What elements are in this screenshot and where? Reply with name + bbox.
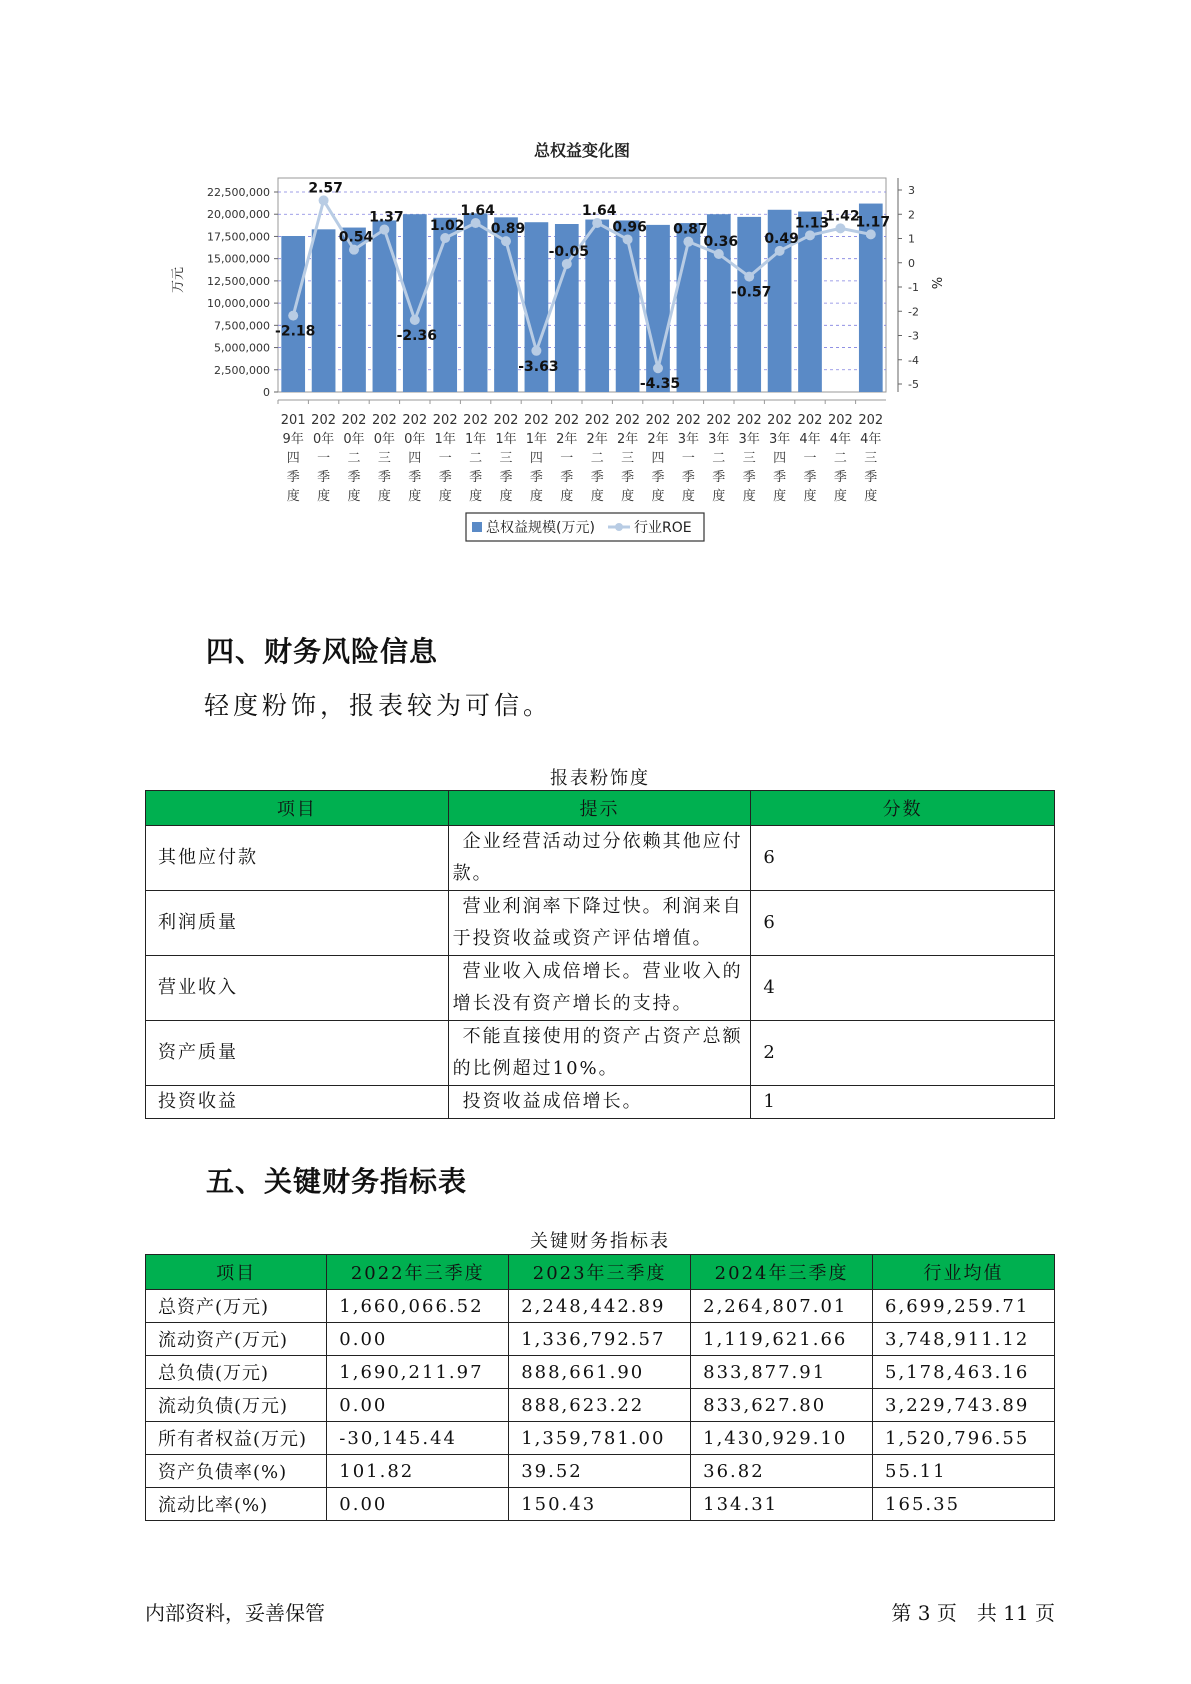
- x-tick-label: 季: [286, 470, 300, 485]
- roe-point: [744, 272, 754, 282]
- table-row: [146, 1422, 1055, 1455]
- x-tick-label: 季: [347, 470, 361, 485]
- kpi-value: 1,660,066.52: [327, 1290, 509, 1323]
- x-tick-label: 三: [499, 451, 513, 466]
- kpi-value: -30,145.44: [327, 1422, 509, 1455]
- risk-score: 6: [751, 826, 1055, 891]
- x-tick-label: 202: [767, 413, 793, 428]
- kpi-item: 资产负债率(%): [146, 1455, 327, 1488]
- x-tick-label: 202: [736, 413, 762, 428]
- kpi-value: 6,699,259.71: [873, 1290, 1055, 1323]
- left-tick-label: 22,500,000: [207, 186, 270, 199]
- table-row: [146, 1488, 1055, 1521]
- risk-header-item: 项目: [146, 791, 449, 826]
- x-tick-label: 度: [712, 489, 726, 504]
- x-tick-label: 202: [523, 413, 549, 428]
- kpi-item: 所有者权益(万元): [146, 1422, 327, 1455]
- x-tick-label: 1年: [495, 432, 517, 447]
- left-tick-label: 5,000,000: [214, 341, 270, 355]
- x-tick-label: 202: [706, 413, 732, 428]
- kpi-value: 2,264,807.01: [691, 1290, 873, 1323]
- roe-point: [349, 245, 359, 255]
- bar: [677, 223, 701, 392]
- kpi-value: 55.11: [873, 1455, 1055, 1488]
- x-tick-label: 三: [377, 451, 391, 466]
- roe-data-label: 1.42: [825, 208, 860, 225]
- x-tick-label: 4年: [860, 432, 882, 447]
- x-tick-label: 202: [827, 413, 853, 428]
- x-tick-label: 度: [742, 489, 756, 504]
- x-tick-label: 202: [554, 413, 580, 428]
- x-tick-label: 4年: [829, 432, 852, 447]
- x-tick-label: 季: [864, 470, 878, 485]
- kpi-table: [145, 1254, 1055, 1521]
- x-tick-label: 季: [529, 470, 543, 485]
- kpi-value: 150.43: [509, 1488, 691, 1521]
- x-tick-label: 202: [858, 413, 884, 428]
- roe-data-label: 0.49: [764, 230, 799, 247]
- equity-chart-svg: [170, 140, 1030, 600]
- kpi-value: 1,430,929.10: [691, 1422, 873, 1455]
- left-tick-label: 20,000,000: [207, 208, 270, 222]
- x-tick-label: 202: [615, 413, 641, 428]
- kpi-value: 888,623.22: [509, 1389, 691, 1422]
- roe-data-label: 1.64: [460, 202, 495, 219]
- kpi-value: 1,520,796.55: [873, 1422, 1055, 1455]
- kpi-value: 165.35: [873, 1488, 1055, 1521]
- kpi-value: 1,119,621.66: [691, 1323, 873, 1356]
- left-tick-label: 0: [263, 386, 270, 399]
- x-tick-label: 季: [742, 470, 756, 485]
- risk-item: 投资收益: [146, 1086, 449, 1119]
- x-tick-label: 9年: [282, 432, 304, 447]
- risk-table-caption: 报表粉饰度: [550, 768, 650, 789]
- bar: [403, 214, 427, 392]
- kpi-value: 36.82: [691, 1455, 873, 1488]
- kpi-value: 3,748,911.12: [873, 1323, 1055, 1356]
- roe-point: [440, 233, 450, 243]
- risk-header-tip: 提示: [448, 791, 751, 826]
- left-tick-label: 12,500,000: [207, 274, 270, 288]
- right-tick-label: -1: [908, 281, 919, 294]
- left-axis-label: 万元: [171, 266, 186, 294]
- x-tick-label: 1年: [525, 432, 548, 447]
- kpi-value: 3,229,743.89: [873, 1389, 1055, 1422]
- roe-data-label: 1.64: [581, 202, 617, 219]
- roe-point: [531, 346, 541, 356]
- table-row: [146, 1323, 1055, 1356]
- x-tick-label: 季: [712, 470, 726, 485]
- roe-point: [714, 249, 724, 259]
- legend-label-line: 行业ROE: [634, 520, 692, 536]
- kpi-value: 833,627.80: [691, 1389, 873, 1422]
- x-tick-label: 二: [833, 451, 847, 466]
- x-tick-label: 季: [803, 470, 817, 485]
- section-5-heading: 五、关键财务指标表: [206, 1165, 468, 1198]
- x-tick-label: 二: [590, 451, 604, 466]
- right-axis-label: %: [928, 276, 943, 290]
- bar: [433, 218, 457, 392]
- x-tick-label: 一: [317, 451, 331, 466]
- x-tick-label: 四: [408, 451, 422, 466]
- table-row: [146, 891, 1055, 956]
- left-tick-label: 15,000,000: [207, 252, 270, 266]
- x-tick-label: 三: [864, 451, 878, 466]
- roe-point: [562, 259, 572, 269]
- roe-data-label: 2.57: [308, 180, 343, 197]
- kpi-header-item: 项目: [146, 1255, 327, 1290]
- x-tick-label: 度: [590, 489, 604, 504]
- x-tick-label: 3年: [738, 432, 760, 447]
- right-tick-label: 3: [908, 184, 915, 197]
- x-tick-label: 3年: [677, 432, 700, 447]
- chart-title: 总权益变化图: [533, 141, 631, 160]
- kpi-value: 833,877.91: [691, 1356, 873, 1389]
- x-tick-label: 度: [408, 489, 422, 504]
- roe-point: [471, 218, 481, 228]
- table-row: [146, 1021, 1055, 1086]
- section-4-heading: 四、财务风险信息: [206, 635, 439, 668]
- kpi-header-2023q3: 2023年三季度: [509, 1255, 691, 1290]
- risk-item: 资产质量: [146, 1021, 449, 1086]
- roe-data-label: 1.17: [855, 214, 891, 231]
- roe-point: [805, 230, 815, 240]
- right-tick-label: -4: [908, 353, 919, 367]
- x-tick-label: 度: [560, 489, 574, 504]
- x-tick-label: 季: [833, 470, 847, 485]
- risk-item: 营业收入: [146, 956, 449, 1021]
- risk-tip: 营业收入成倍增长。营业收入的增长没有资产增长的支持。: [448, 956, 751, 1021]
- x-tick-label: 三: [621, 451, 635, 466]
- x-tick-label: 度: [529, 489, 543, 504]
- right-tick-label: 2: [908, 208, 915, 222]
- table-row: [146, 956, 1055, 1021]
- x-tick-label: 季: [469, 470, 483, 485]
- x-tick-label: 季: [377, 470, 391, 485]
- legend-swatch-bar: [472, 522, 482, 532]
- roe-data-label: 0.89: [490, 221, 526, 238]
- risk-table: [145, 790, 1055, 1119]
- x-tick-label: 季: [621, 470, 635, 485]
- left-tick-label: 10,000,000: [207, 297, 270, 311]
- x-tick-label: 四: [286, 451, 300, 466]
- risk-tip: 不能直接使用的资产占资产总额的比例超过10%。: [448, 1021, 751, 1086]
- left-tick-label: 7,500,000: [214, 319, 270, 333]
- x-tick-label: 度: [803, 489, 817, 504]
- x-tick-label: 202: [584, 413, 610, 428]
- roe-point: [683, 237, 693, 247]
- kpi-value: 0.00: [327, 1389, 509, 1422]
- equity-chart: [170, 140, 1030, 600]
- kpi-value: 101.82: [327, 1455, 509, 1488]
- kpi-header-industry-avg: 行业均值: [873, 1255, 1055, 1290]
- x-tick-label: 0年: [373, 432, 396, 447]
- roe-data-label: -0.57: [731, 284, 772, 301]
- x-tick-label: 202: [645, 413, 671, 428]
- kpi-item: 总资产(万元): [146, 1290, 327, 1323]
- risk-score: 6: [751, 891, 1055, 956]
- kpi-item: 总负债(万元): [146, 1356, 327, 1389]
- x-tick-label: 201: [280, 413, 306, 428]
- kpi-value: 888,661.90: [509, 1356, 691, 1389]
- x-tick-label: 202: [675, 413, 701, 428]
- x-tick-label: 2年: [556, 432, 578, 447]
- x-tick-label: 一: [803, 451, 817, 466]
- kpi-value: 2,248,442.89: [509, 1290, 691, 1323]
- footer-confidential: 内部资料，妥善保管: [145, 1601, 325, 1625]
- x-tick-label: 3年: [768, 432, 791, 447]
- bar: [737, 217, 761, 392]
- x-tick-label: 一: [681, 451, 695, 466]
- x-tick-label: 度: [681, 489, 695, 504]
- x-tick-label: 一: [560, 451, 574, 466]
- risk-item: 其他应付款: [146, 826, 449, 891]
- x-tick-label: 202: [371, 413, 397, 428]
- right-tick-label: -3: [908, 329, 919, 343]
- kpi-item: 流动比率(%): [146, 1488, 327, 1521]
- x-tick-label: 四: [651, 451, 665, 466]
- kpi-item: 流动负债(万元): [146, 1389, 327, 1422]
- bar: [373, 220, 397, 392]
- table-row: [146, 826, 1055, 891]
- x-tick-label: 度: [317, 489, 331, 504]
- risk-header-score: 分数: [751, 791, 1055, 826]
- right-tick-label: -5: [908, 378, 919, 391]
- roe-data-label: 0.36: [703, 234, 739, 251]
- roe-data-label: -2.36: [396, 327, 437, 344]
- x-tick-label: 2年: [616, 432, 639, 447]
- roe-data-label: -0.05: [548, 243, 589, 260]
- roe-point: [501, 236, 511, 246]
- x-tick-label: 季: [499, 470, 513, 485]
- kpi-value: 5,178,463.16: [873, 1356, 1055, 1389]
- x-tick-label: 0年: [404, 432, 426, 447]
- x-tick-label: 季: [651, 470, 665, 485]
- x-tick-label: 度: [499, 489, 513, 504]
- x-tick-label: 季: [681, 470, 695, 485]
- x-tick-label: 1年: [464, 432, 487, 447]
- x-tick-label: 度: [864, 489, 878, 504]
- right-tick-label: -2: [908, 305, 919, 319]
- right-tick-label: 0: [908, 256, 915, 270]
- x-tick-label: 202: [463, 413, 489, 428]
- risk-score: 4: [751, 956, 1055, 1021]
- bar: [616, 220, 640, 392]
- x-tick-label: 202: [493, 413, 519, 428]
- x-tick-label: 度: [651, 489, 665, 504]
- table-row: [146, 1356, 1055, 1389]
- x-tick-label: 0年: [312, 432, 335, 447]
- x-tick-label: 202: [797, 413, 823, 428]
- x-tick-label: 2年: [586, 432, 608, 447]
- x-tick-label: 二: [347, 451, 361, 466]
- risk-summary-text: 轻度粉饰，报表较为可信。: [204, 691, 553, 720]
- x-tick-label: 季: [317, 470, 331, 485]
- x-tick-label: 2年: [647, 432, 669, 447]
- roe-point: [319, 195, 329, 205]
- x-tick-label: 三: [742, 451, 756, 466]
- roe-data-label: 1.02: [429, 218, 465, 235]
- x-tick-label: 202: [311, 413, 337, 428]
- table-row: [146, 1455, 1055, 1488]
- x-tick-label: 度: [621, 489, 635, 504]
- risk-tip: 企业经营活动过分依赖其他应付款。: [448, 826, 751, 891]
- roe-point: [835, 223, 845, 233]
- x-tick-label: 度: [438, 489, 452, 504]
- kpi-table-header: [146, 1255, 1055, 1290]
- table-row: [146, 1290, 1055, 1323]
- x-tick-label: 202: [341, 413, 367, 428]
- x-tick-label: 四: [529, 451, 543, 466]
- kpi-table-caption: 关键财务指标表: [530, 1231, 670, 1252]
- legend-label-bar: 总权益规模(万元): [486, 520, 595, 536]
- x-tick-label: 0年: [343, 432, 365, 447]
- roe-point: [379, 225, 389, 235]
- x-tick-label: 度: [377, 489, 391, 504]
- roe-data-label: -3.63: [518, 358, 559, 375]
- risk-tip: 营业利润率下降过快。利润来自于投资收益或资产评估增值。: [448, 891, 751, 956]
- roe-data-label: 0.87: [673, 221, 708, 238]
- risk-tip: 投资收益成倍增长。: [448, 1086, 751, 1119]
- roe-point: [866, 229, 876, 239]
- x-tick-label: 度: [286, 489, 300, 504]
- kpi-value: 134.31: [691, 1488, 873, 1521]
- kpi-header-2022q3: 2022年三季度: [327, 1255, 509, 1290]
- risk-table-header: [146, 791, 1055, 826]
- roe-data-label: 0.96: [612, 219, 647, 236]
- right-tick-label: 1: [908, 232, 915, 246]
- x-tick-label: 4年: [799, 432, 821, 447]
- table-row: [146, 1389, 1055, 1422]
- kpi-value: 1,690,211.97: [327, 1356, 509, 1389]
- x-tick-label: 一: [438, 451, 452, 466]
- x-tick-label: 度: [773, 489, 787, 504]
- roe-point: [288, 311, 298, 321]
- roe-data-label: -4.35: [639, 376, 681, 393]
- kpi-header-2024q3: 2024年三季度: [691, 1255, 873, 1290]
- x-tick-label: 季: [560, 470, 574, 485]
- roe-data-label: 1.13: [794, 215, 830, 232]
- x-tick-label: 度: [833, 489, 847, 504]
- risk-score: 1: [751, 1086, 1055, 1119]
- roe-data-label: -2.18: [275, 323, 316, 340]
- kpi-value: 1,336,792.57: [509, 1323, 691, 1356]
- table-row: [146, 1086, 1055, 1119]
- footer-page-number: 第 3 页 共 11 页: [891, 1601, 1055, 1625]
- x-tick-label: 202: [432, 413, 458, 428]
- x-tick-label: 二: [469, 451, 483, 466]
- x-tick-label: 季: [408, 470, 422, 485]
- x-tick-label: 季: [773, 470, 787, 485]
- left-tick-label: 2,500,000: [214, 363, 270, 377]
- left-tick-label: 17,500,000: [207, 230, 270, 244]
- kpi-value: 39.52: [509, 1455, 691, 1488]
- risk-item: 利润质量: [146, 891, 449, 956]
- kpi-value: 0.00: [327, 1323, 509, 1356]
- roe-data-label: 1.37: [369, 209, 404, 226]
- roe-point: [410, 315, 420, 325]
- x-tick-label: 度: [347, 489, 361, 504]
- risk-score: 2: [751, 1021, 1055, 1086]
- x-tick-label: 二: [712, 451, 726, 466]
- x-tick-label: 度: [469, 489, 483, 504]
- x-tick-label: 3年: [708, 432, 730, 447]
- x-tick-label: 202: [402, 413, 428, 428]
- roe-point: [592, 218, 602, 228]
- roe-point: [775, 246, 785, 256]
- kpi-value: 0.00: [327, 1488, 509, 1521]
- roe-point: [653, 363, 663, 373]
- roe-point: [623, 234, 633, 244]
- roe-data-label: 0.54: [338, 229, 374, 246]
- x-tick-label: 1年: [434, 432, 456, 447]
- x-tick-label: 四: [773, 451, 787, 466]
- kpi-item: 流动资产(万元): [146, 1323, 327, 1356]
- x-tick-label: 季: [590, 470, 604, 485]
- legend-swatch-point: [615, 523, 623, 531]
- kpi-value: 1,359,781.00: [509, 1422, 691, 1455]
- x-tick-label: 季: [438, 470, 452, 485]
- bar: [312, 229, 336, 392]
- bar: [464, 213, 488, 392]
